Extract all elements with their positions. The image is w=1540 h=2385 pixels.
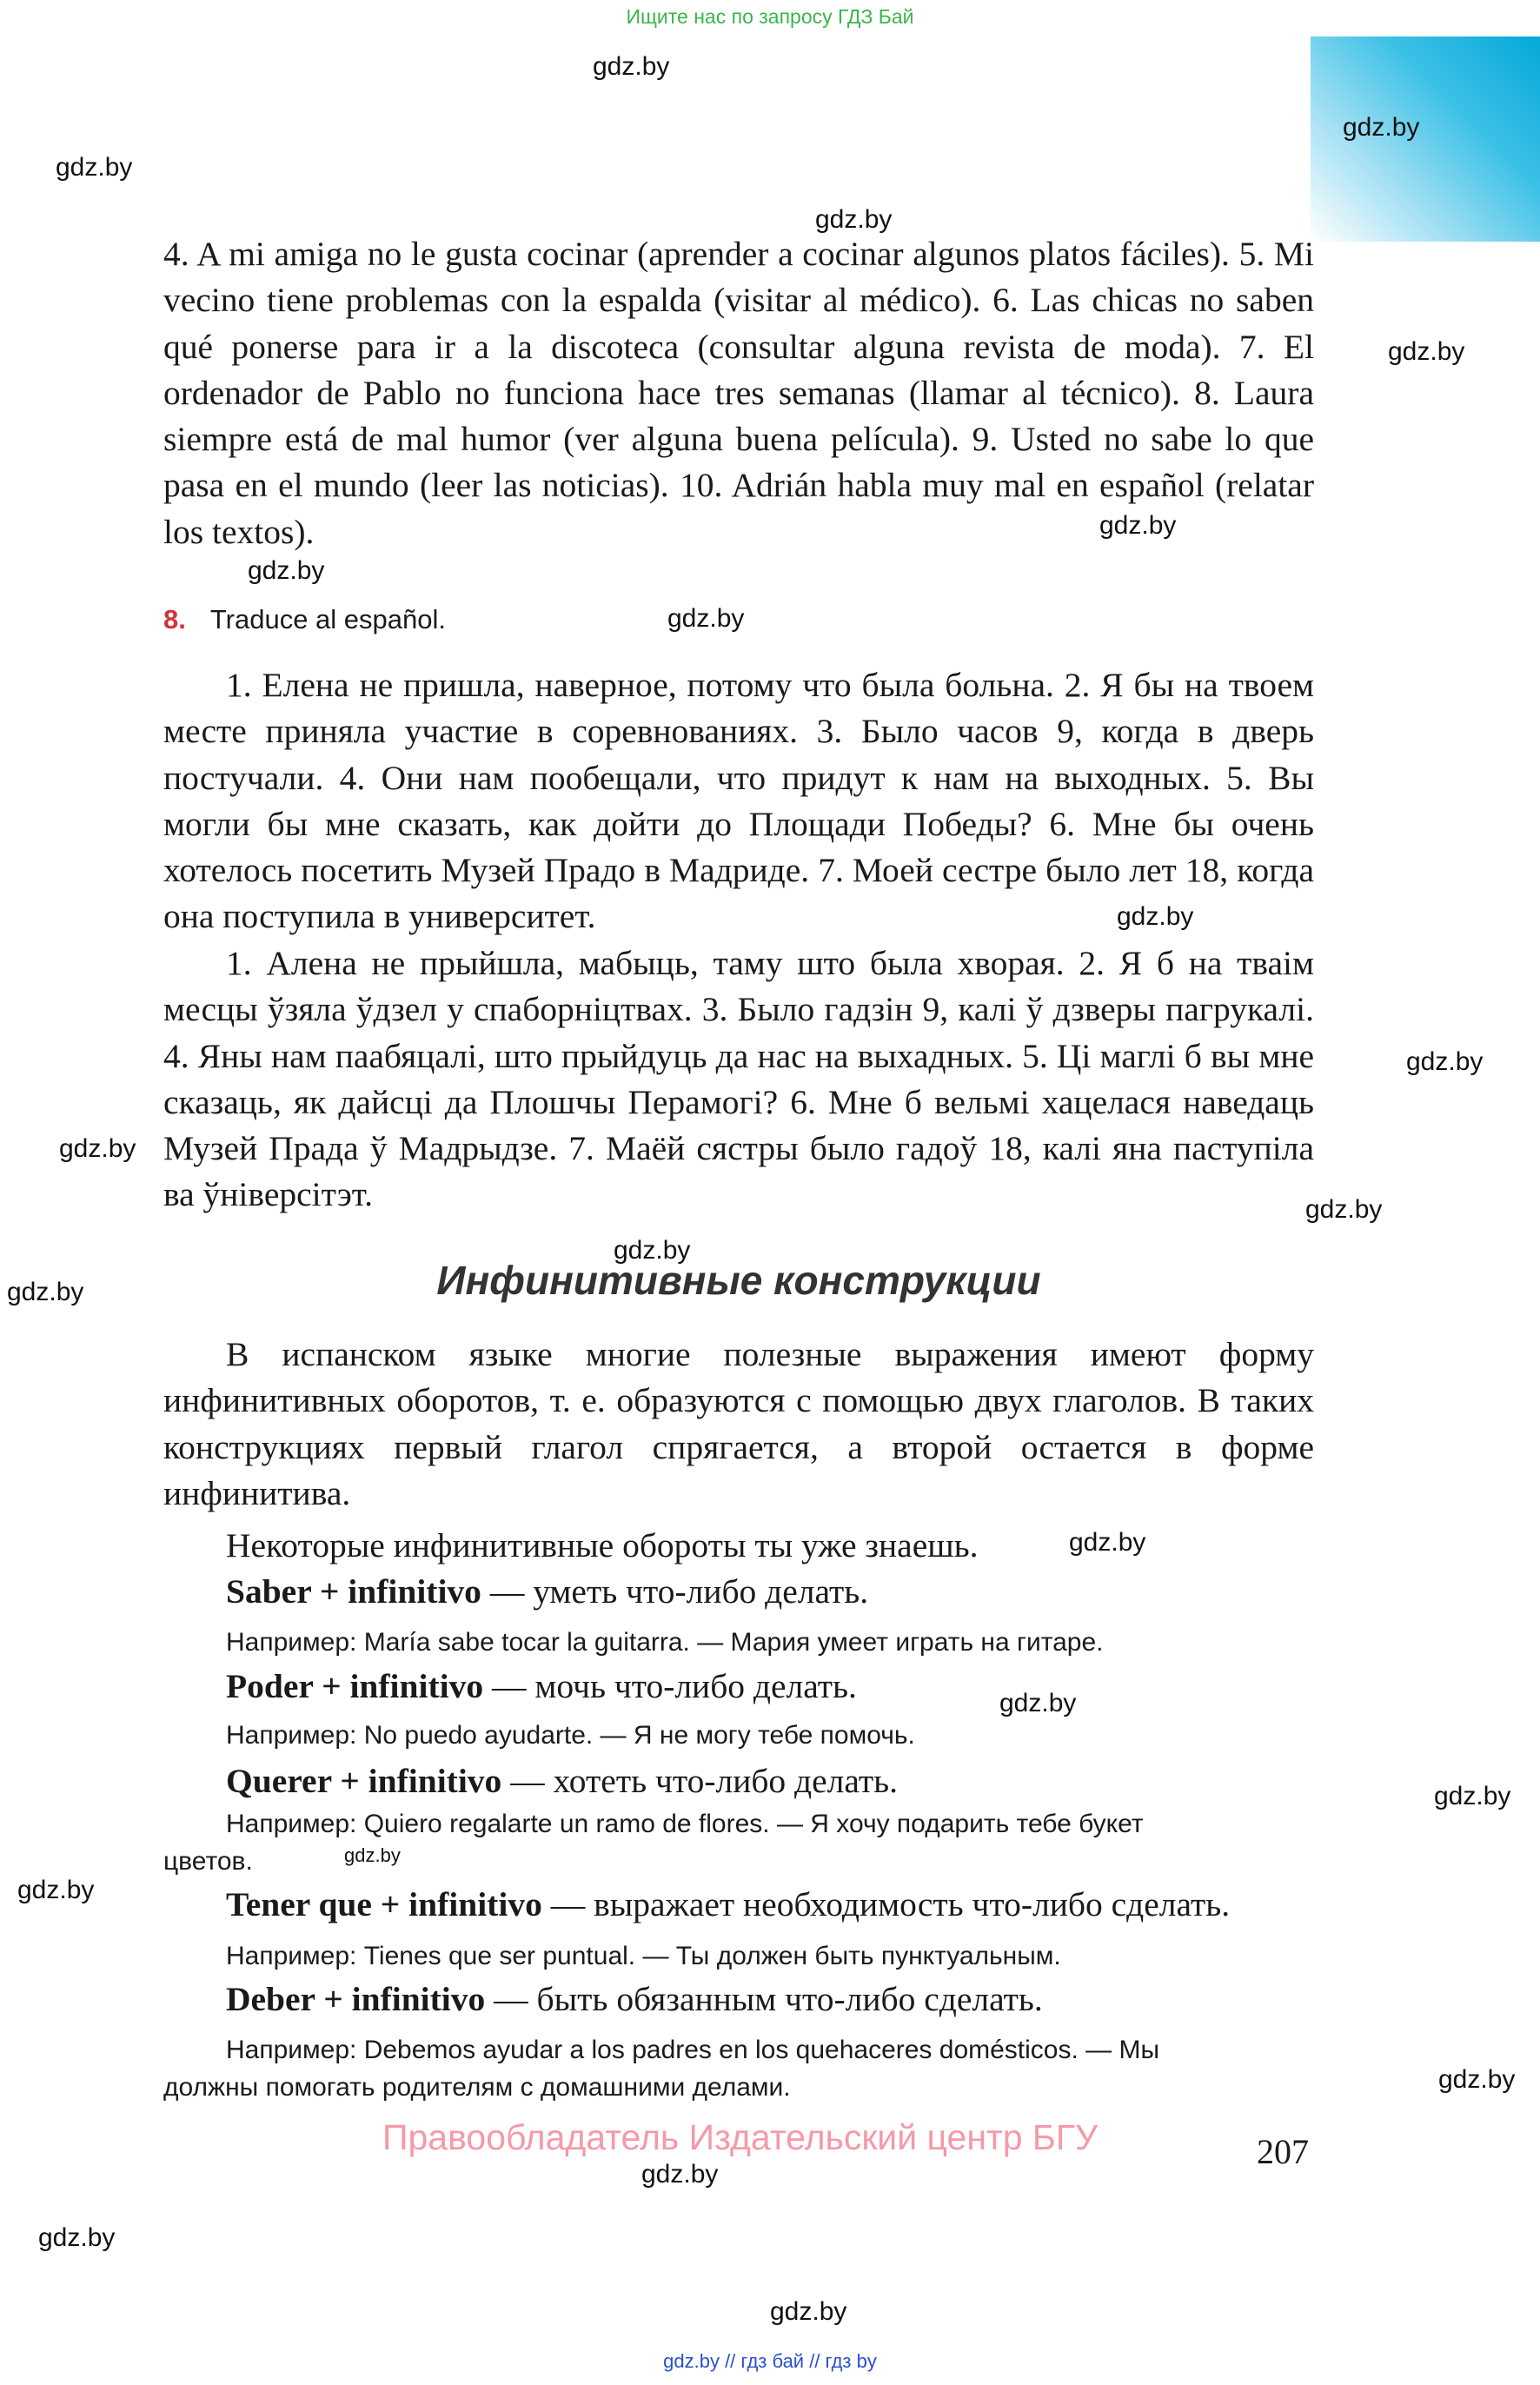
example-querer: Например: Quiero regalarte un ramo de flores. — Я хочу подарить тебе букет bbox=[226, 1810, 1144, 1838]
watermark: gdz.by bbox=[1388, 337, 1465, 366]
watermark: gdz.by bbox=[17, 1876, 95, 1904]
rule-term: Querer + infinitivo bbox=[226, 1762, 502, 1800]
translation-block-ru bbox=[163, 662, 1314, 940]
exercise-continuation bbox=[163, 231, 1314, 555]
watermark: gdz.by bbox=[1305, 1195, 1383, 1224]
example-querer-cont: цветов. bbox=[163, 1847, 253, 1876]
watermark: gdz.by bbox=[1434, 1782, 1511, 1810]
example-tener-que: Например: Tienes que ser puntual. — Ты должен быть пунктуальным. bbox=[226, 1942, 1061, 1970]
paragraph-russian: 1. Елена не пришла, наверное, потому что была больна. 2. Я бы на твоем месте приняла участие в соревнованиях. 3. Было часов 9, когда в дверь постучали. 4. Они нам пообещали, что придут к нам на выходных. 5. Вы могли бы мне сказать, как дойти до Площади Победы? 6. Мне бы очень хотелось посетить Музей Прадо в Мадриде. 7. Моей сестре было лет 18, когда она поступила в университет. bbox=[163, 666, 1314, 936]
rule-tener-que bbox=[226, 1884, 1377, 1924]
watermark: gdz.by bbox=[1099, 511, 1177, 540]
watermark: gdz.by bbox=[815, 205, 893, 234]
copyright-notice: Правообладатель Издательский центр БГУ bbox=[382, 2117, 1099, 2157]
watermark: gdz.by bbox=[344, 1844, 401, 1866]
rule-querer bbox=[226, 1761, 1377, 1801]
rule-deber bbox=[226, 1979, 1377, 2019]
rule-meaning: — быть обязанным что-либо сделать. bbox=[485, 1980, 1043, 2018]
task-number: 8. bbox=[163, 604, 186, 634]
watermark: gdz.by bbox=[59, 1134, 136, 1163]
watermark: gdz.by bbox=[248, 556, 325, 585]
paragraph-belarusian: 1. Алена не прыйшла, мабыць, таму што была хворая. 2. Я б на тваім месцы ўзяла ўдзел у спаборніцтвах. 3. Было гадзін 9, калі ў дзверы пагрукалі. 4. Яны нам паабяцалі, што прыйдуць да нас на выхадных. 5. Ці маглі б вы мне сказаць, як дайсці да Плошчы Перамогі? 6. Мне б вельмі хацелася наведаць Музей Прада ў Мадрыдзе. 7. Маёй сястры было гадоў 18, калі яна паступіла ва ўніверсітэт. bbox=[163, 944, 1314, 1214]
task-title: Traduce al español. bbox=[209, 604, 446, 634]
example-deber-cont: должны помогать родителям с домашними делами. bbox=[163, 2073, 791, 2102]
rule-meaning: — хотеть что-либо делать. bbox=[501, 1762, 899, 1800]
rule-poder bbox=[226, 1666, 1377, 1706]
rule-term: Poder + infinitivo bbox=[226, 1667, 484, 1705]
watermark: gdz.by bbox=[1406, 1047, 1484, 1076]
page-number: 207 bbox=[1257, 2132, 1309, 2171]
watermark: gdz.by bbox=[667, 604, 745, 633]
watermark: gdz.by bbox=[56, 153, 133, 182]
rule-meaning: — выражает необходимость что-либо сделать. bbox=[541, 1885, 1231, 1923]
rule-term: Tener que + infinitivo bbox=[226, 1885, 542, 1923]
rule-term: Deber + infinitivo bbox=[226, 1980, 486, 2018]
watermark: gdz.by bbox=[1343, 113, 1420, 142]
watermark: gdz.by bbox=[641, 2160, 719, 2189]
watermark: gdz.by bbox=[7, 1278, 84, 1306]
rule-term: Saber + infinitivo bbox=[226, 1572, 481, 1611]
watermark: gdz.by bbox=[38, 2223, 116, 2252]
rule-saber bbox=[226, 1571, 1377, 1611]
watermark: gdz.by bbox=[999, 1689, 1077, 1717]
watermark: gdz.by bbox=[593, 52, 670, 81]
rule-meaning: — мочь что-либо делать. bbox=[483, 1667, 857, 1705]
example-saber: Например: María sabe tocar la guitarra. — Мария умеет играть на гитаре. bbox=[226, 1628, 1104, 1657]
known-sentence: Некоторые инфинитивные обороты ты уже знаешь. bbox=[226, 1526, 979, 1565]
watermark: gdz.by bbox=[1069, 1528, 1146, 1557]
example-deber: Например: Debemos ayudar a los padres en los quehaceres domésticos. — Мы bbox=[226, 2036, 1160, 2064]
intro-block bbox=[163, 1332, 1314, 1517]
watermark: gdz.by bbox=[1438, 2065, 1516, 2094]
example-poder: Например: No puedo ayudarte. — Я не могу тебе помочь. bbox=[226, 1721, 915, 1750]
watermark: gdz.by bbox=[770, 2297, 847, 2326]
paragraph-spanish: 4. A mi amiga no le gusta cocinar (aprender a cocinar algunos platos fáciles). 5. Mi vecino tiene problemas con la espalda (visitar al médico). 6. Las chicas no saben qué ponerse para ir a la discoteca (consultar alguna revista de moda). 7. El ordenador de Pablo no funciona hace tres semanas (llamar al técnico). 8. Laura siempre está de mal humor (ver alguna buena película). 9. Usted no sabe lo que pasa en el mundo (leer las noticias). 10. Adrián habla muy mal en español (relatar los textos). bbox=[163, 235, 1314, 551]
section-title: Инфинитивные конструкции bbox=[436, 1258, 1041, 1303]
rule-meaning: — уметь что-либо делать. bbox=[481, 1572, 869, 1611]
task-heading bbox=[163, 604, 446, 635]
translation-block-by bbox=[163, 940, 1314, 1219]
watermark: gdz.by bbox=[614, 1236, 691, 1265]
footer-links[interactable]: gdz.by // гдз бай // гдз by bbox=[663, 2350, 877, 2372]
watermark: gdz.by bbox=[1117, 902, 1194, 931]
intro-paragraph: В испанском языке многие полезные выражения имеют форму инфинитивных оборотов, т. е. образуются с помощью двух глаголов. В таких конструкциях первый глагол спрягается, а второй остается в форме инфинитива. bbox=[163, 1335, 1314, 1512]
top-search-note: Ищите нас по запросу ГДЗ Бай bbox=[626, 5, 914, 28]
